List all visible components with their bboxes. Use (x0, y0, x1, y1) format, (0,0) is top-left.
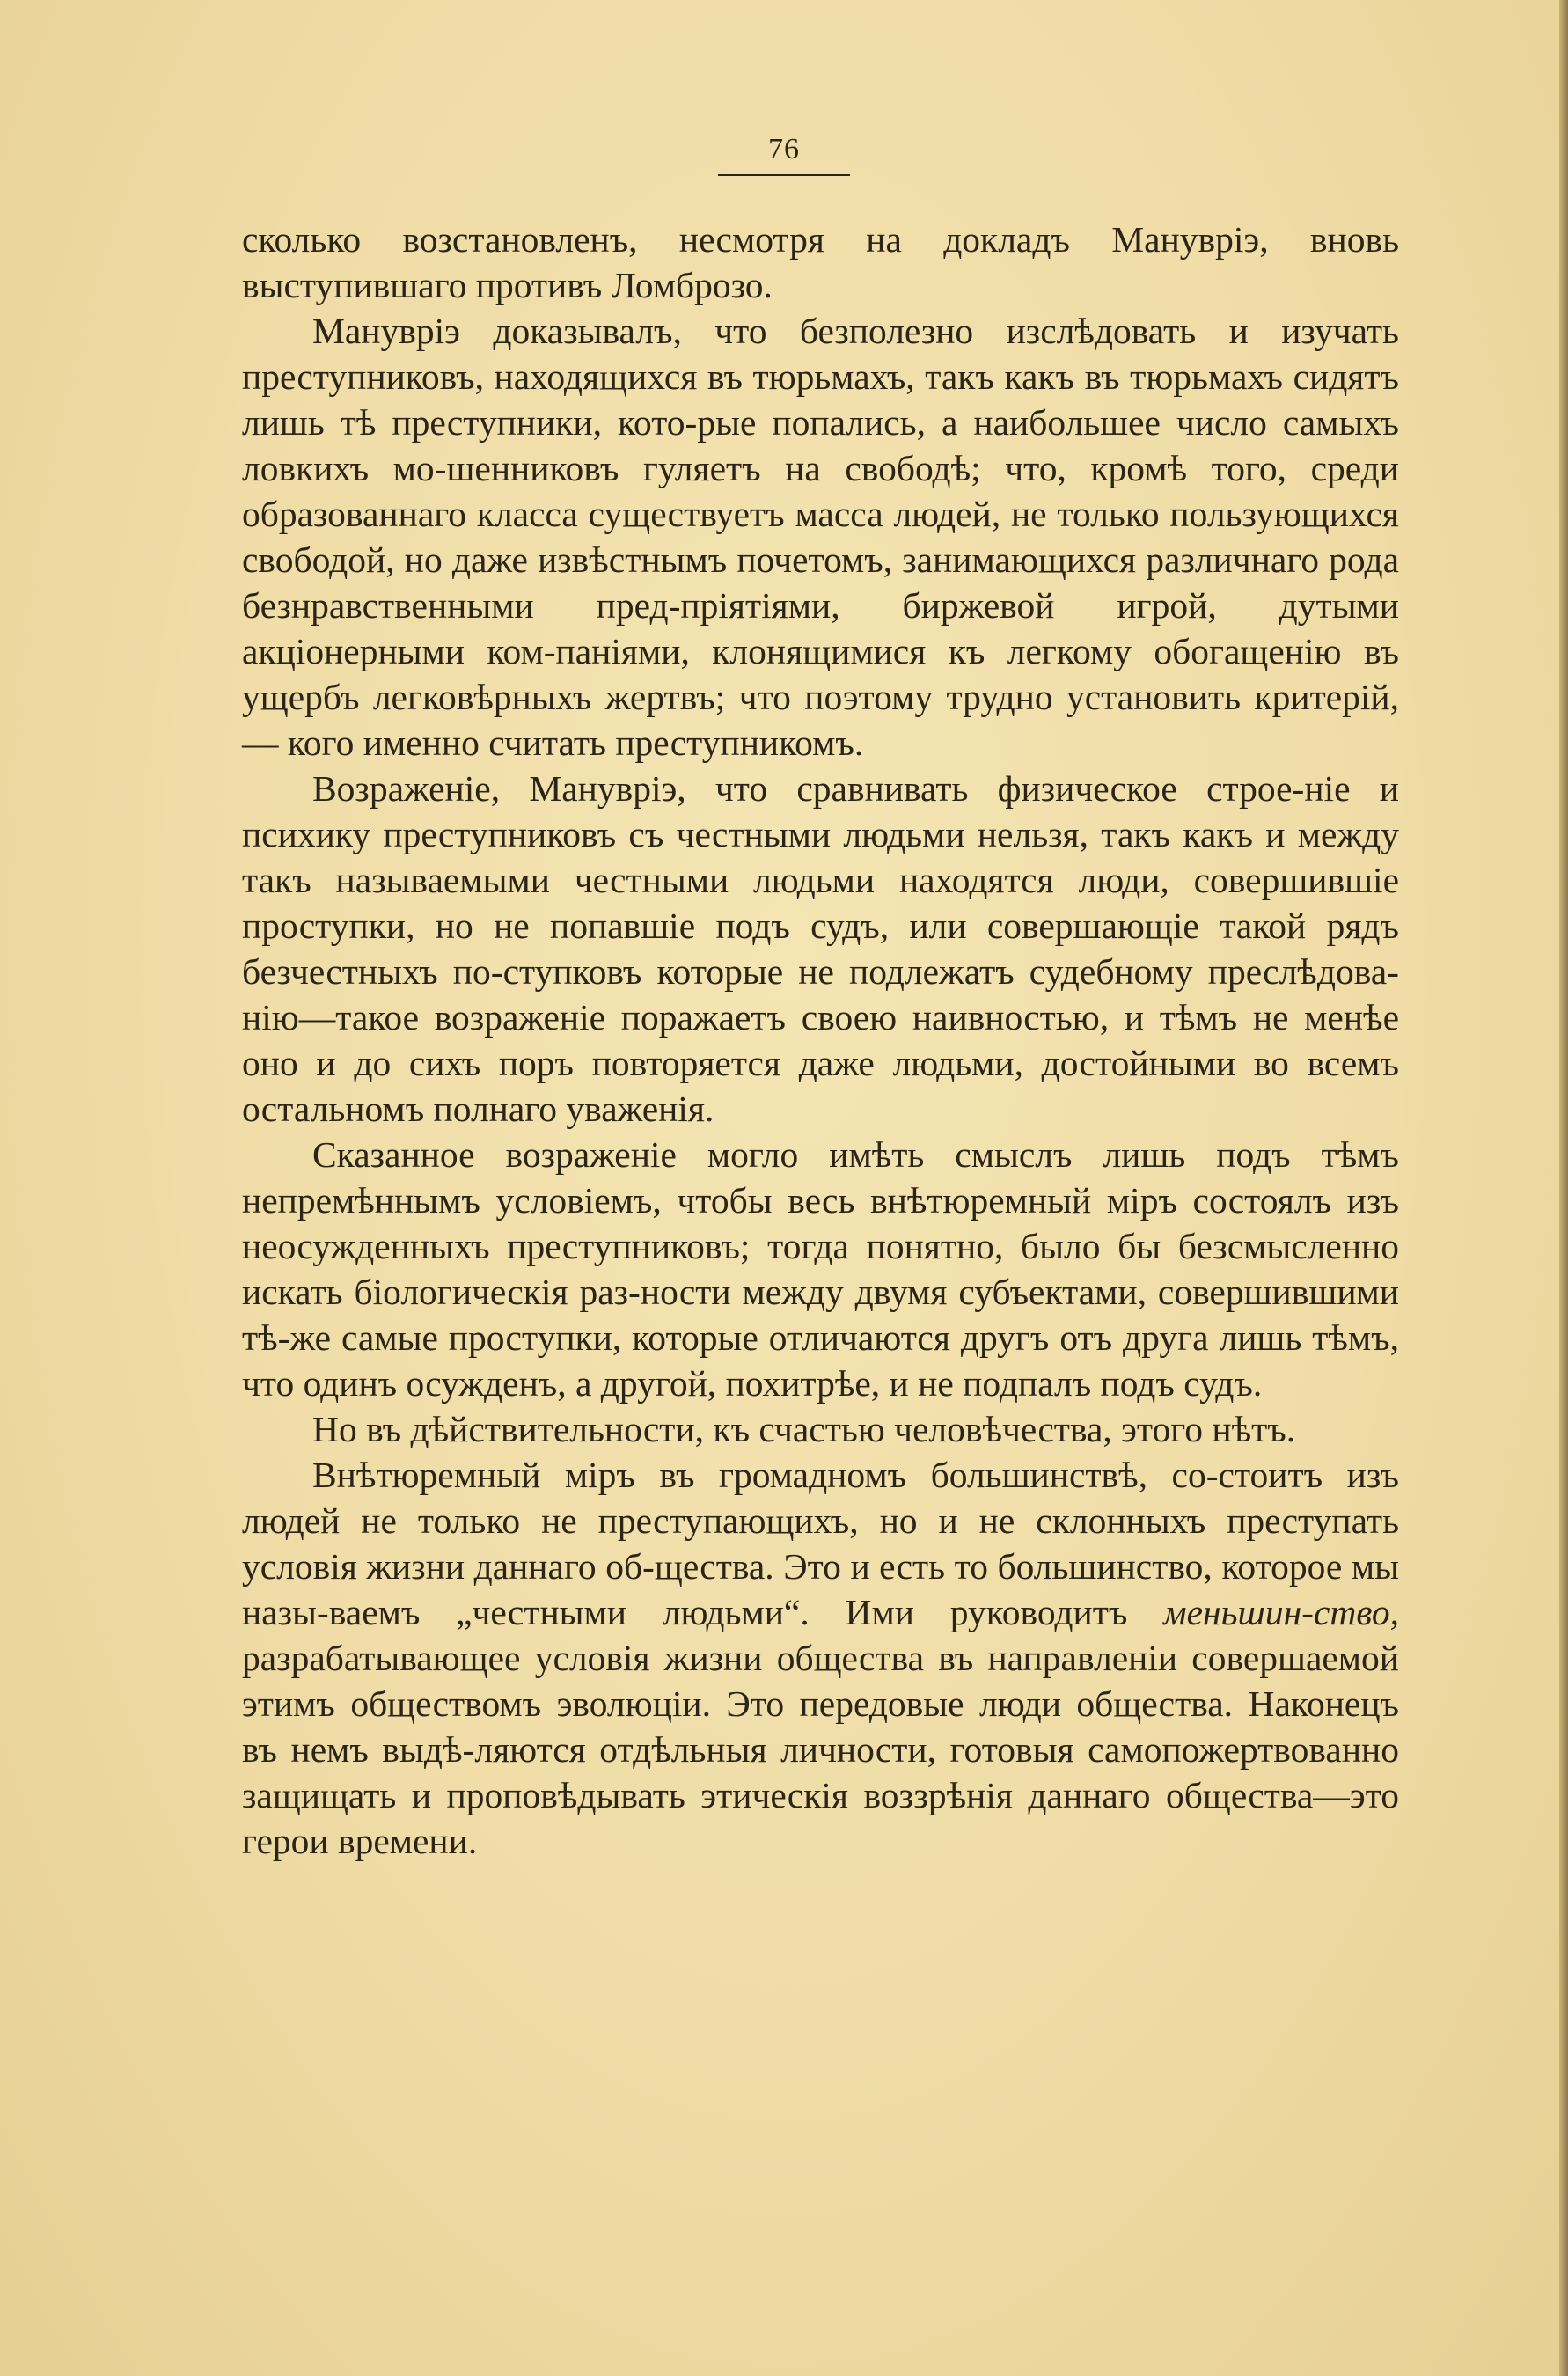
paragraph-3: Возраженіе, Манувріэ, что сравнивать физическое строе-ніе и психику преступниковъ съ честными людьми нельзя, такъ какъ и между такъ называемыми честными людьми находятся люди, совершившіе проступки, но не попавшіе подъ судъ, или совершающіе такой рядъ безчестныхъ по-ступковъ которые не подлежатъ судебному преслѣдова-нію—такое возраженіе поражаетъ своею наивностью, и тѣмъ не менѣе оно и до сихъ поръ повторяется даже людьми, достойными во всемъ остальномъ полнаго уваженія. (242, 768, 1399, 1129)
page-header (0, 130, 1568, 176)
italic-emphasis: меньшин-ство, (1163, 1592, 1399, 1632)
paragraph-6 (242, 1452, 1399, 1864)
header-rule (718, 174, 850, 176)
paragraph-4: Сказанное возраженіе могло имѣть смыслъ лишь подъ тѣмъ непремѣннымъ условіемъ, чтобы весь внѣтюремный міръ состоялъ изъ неосужденныхъ преступниковъ; тогда понятно, было бы безсмысленно искать біологическія раз-ности между двумя субъектами, совершившими тѣ-же самые проступки, которые отличаются другъ отъ друга лишь тѣмъ, что одинъ осужденъ, а другой, похитрѣе, и не подпалъ подъ судъ. (242, 1134, 1399, 1404)
body-text (242, 216, 1399, 1864)
paragraph-5: Но въ дѣйствительности, къ счастью человѣчества, этого нѣтъ. (312, 1409, 1296, 1449)
page-edge (1559, 0, 1568, 2376)
page-number: 76 (768, 133, 800, 165)
paragraph-6-part-2: разрабатывающее условія жизни общества въ направленіи совершаемой этимъ обществомъ эволюціи. Это передовые люди общества. Наконецъ въ немъ выдѣ-ляются отдѣльныя личности, готовыя самопожертвованно защищать и проповѣдывать этическія воззрѣнія даннаго общества—это герои времени. (242, 1638, 1399, 1861)
paragraph-1: сколько возстановленъ, несмотря на докладъ Манувріэ, вновь выступившаго противъ Ломброзо. (242, 219, 1399, 305)
paragraph-6-part-1: Внѣтюремный міръ въ громадномъ большинствѣ, со-стоитъ изъ людей не только не преступающихъ, но и не склонныхъ преступать условія жизни даннаго об-щества. Это и есть то большинство, которое мы назы-ваемъ „честными людьми“. Ими руководитъ (242, 1455, 1399, 1632)
paragraph-2: Манувріэ доказывалъ, что безполезно изслѣдовать и изучать преступниковъ, находящихся въ тюрьмахъ, такъ какъ въ тюрьмахъ сидятъ лишь тѣ преступники, кото-рые попались, а наибольшее число самыхъ ловкихъ мо-шенниковъ гуляетъ на свободѣ; что, кромѣ того, среди образованнаго класса существуетъ масса людей, не только пользующихся свободой, но даже извѣстнымъ почетомъ, занимающихся различнаго рода безнравственными пред-пріятіями, биржевой игрой, дутыми акціонерными ком-паніями, клонящимися къ легкому обогащенію въ ущербъ легковѣрныхъ жертвъ; что поэтому трудно установить критерій, — кого именно считать преступникомъ. (242, 311, 1399, 763)
